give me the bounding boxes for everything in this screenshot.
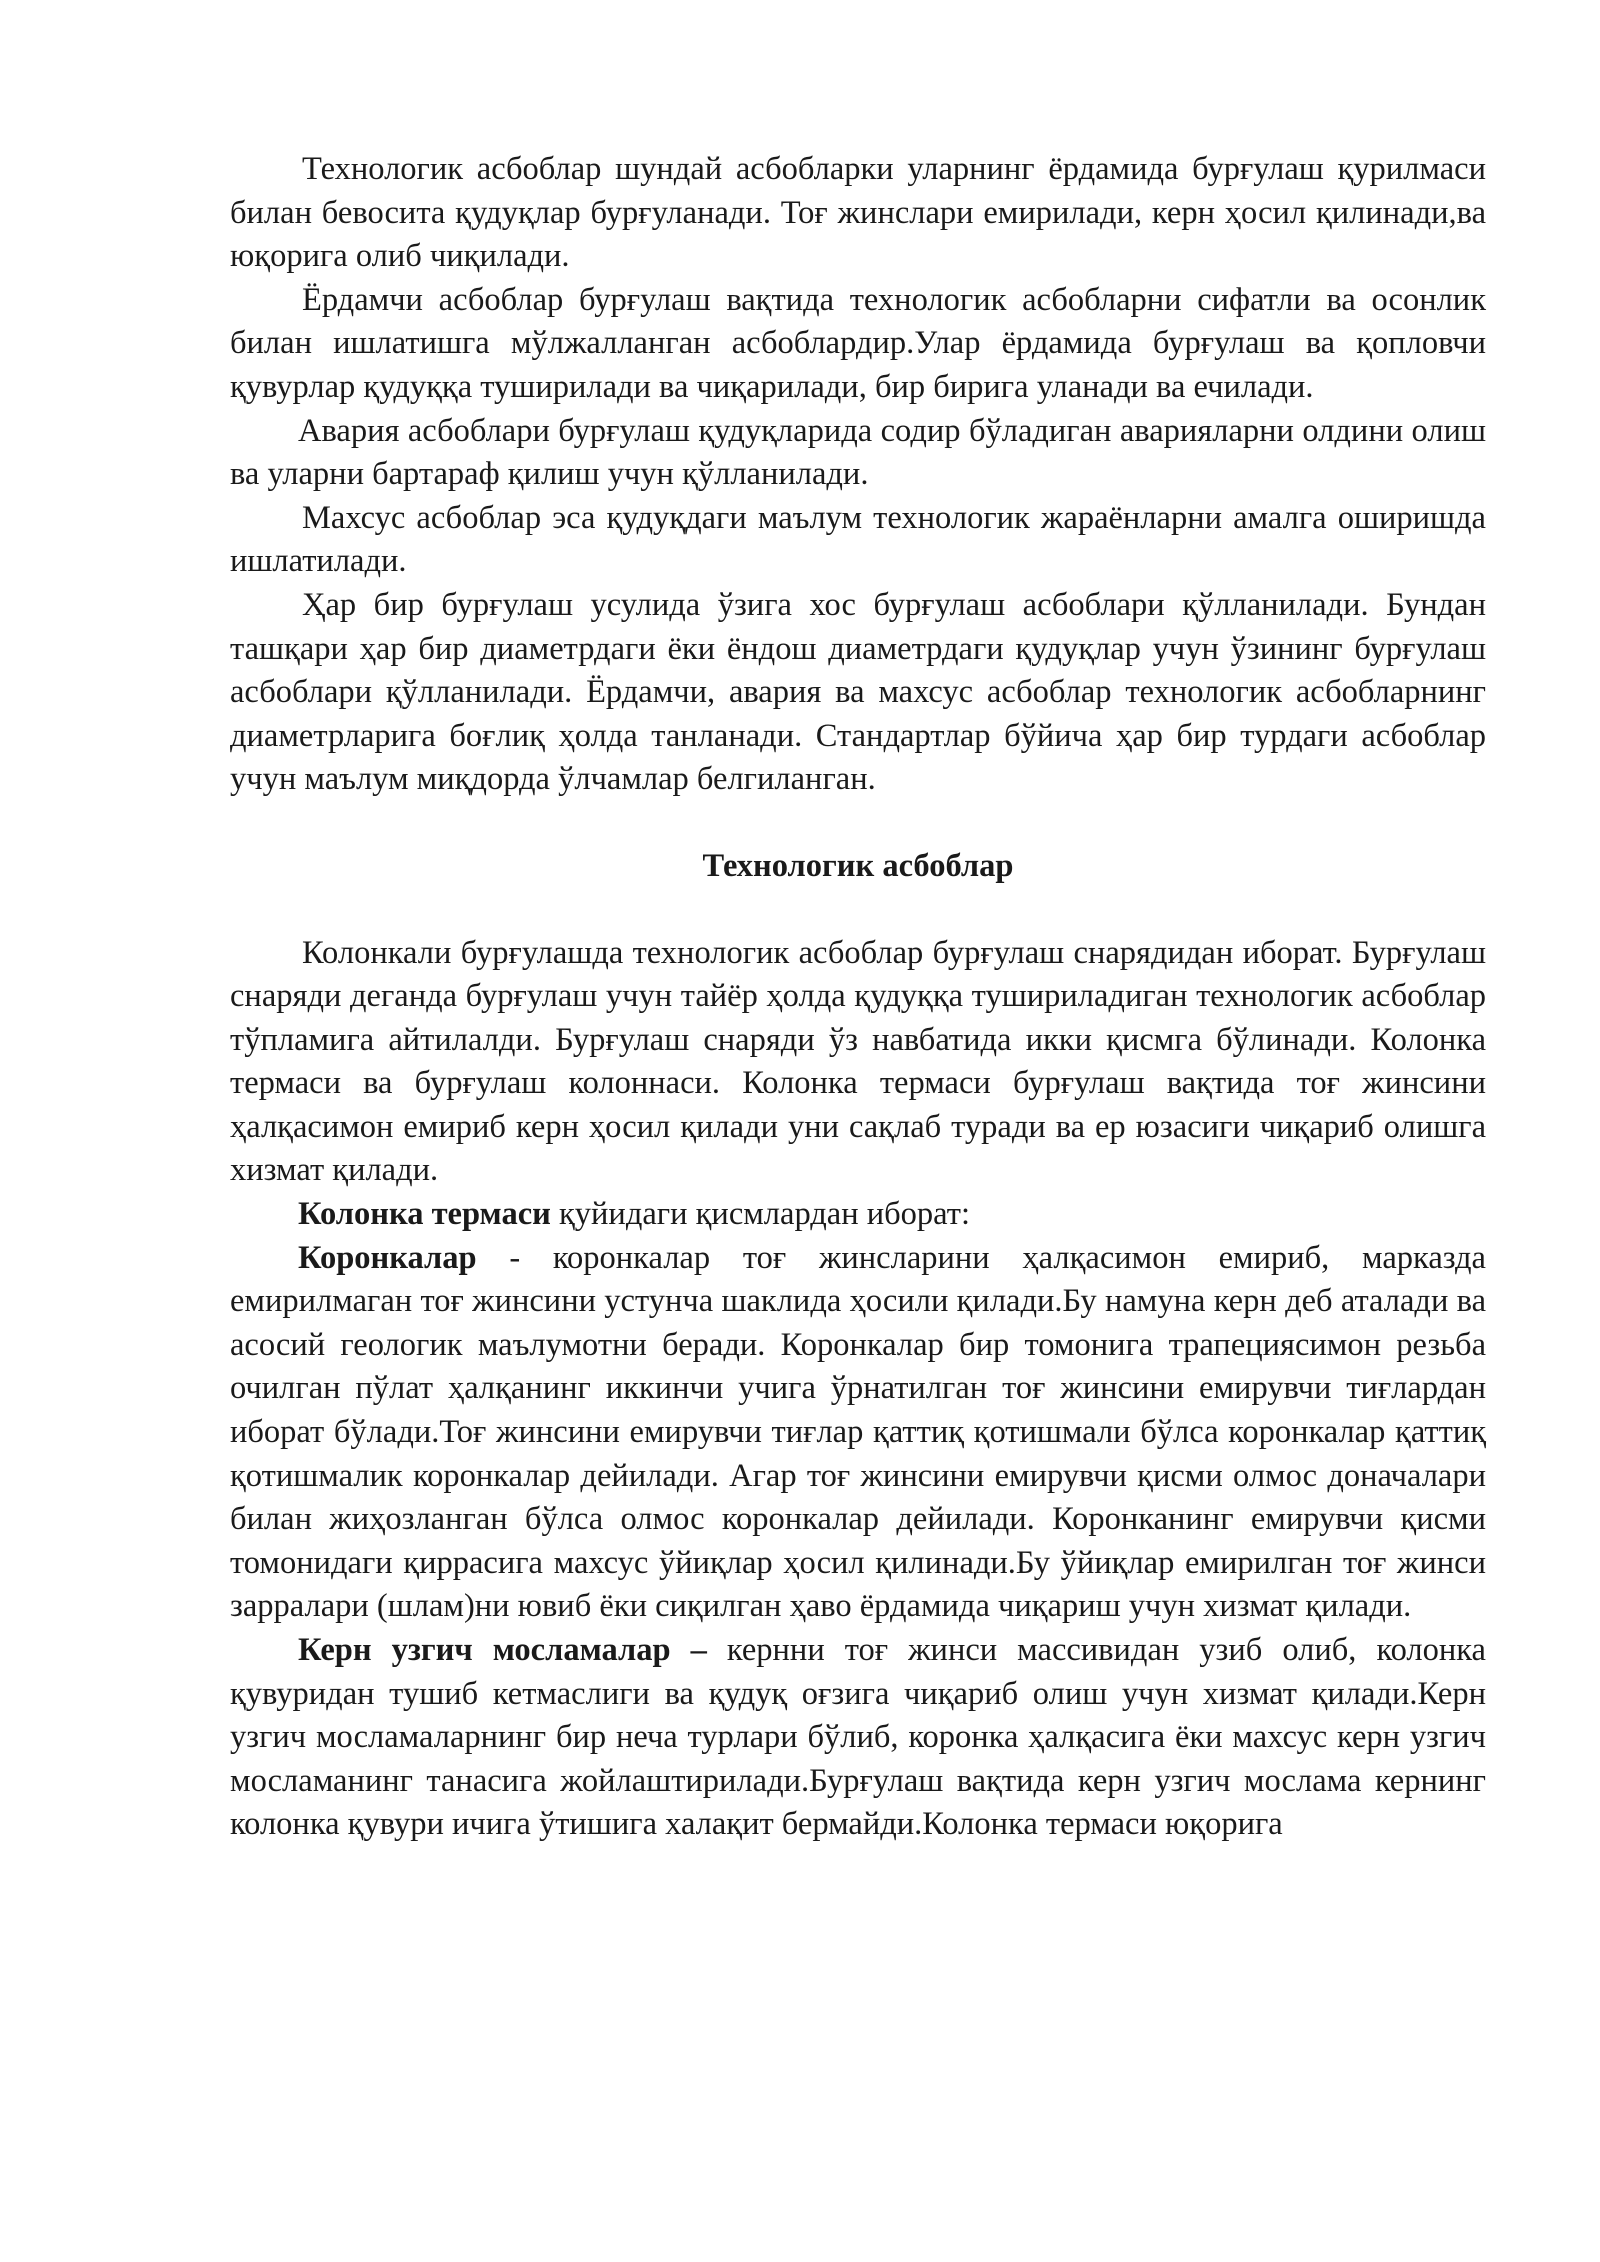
paragraph-auxiliary-tools: Ёрдамчи асбоблар бурғулаш вақтида технологик асбобларни сифатли ва осонлик билан ишлатишга мўлжалланган асбоблардир.Улар ёрдамида бурғулаш ва қопловчи қувурлар қудуққа туширилади ва чиқарилади, бир бирига уланади ва ечилади. xyxy=(230,281,1486,405)
paragraph-core-lifter xyxy=(230,1629,1486,1847)
paragraph-column-set xyxy=(230,1193,1486,1237)
text-core-lifter: кернни тоғ жинси массивидан узиб олиб, колонка қувуридан тушиб кетмаслиги ва қудуқ оғзига чиқариб олиш учун хизмат қилади.Керн узгич мосламаларнинг бир неча турлари бўлиб, коронка ҳалқасига ёки махсус керн узгич мосламанинг танасига жойлаштирилади.Бурғулаш вақтида керн узгич мослама кернинг колонка қувури ичига ўтишига халақит бермайди.Колонка термаси юқорига xyxy=(230,1632,1486,1843)
term-crowns: Коронкалар xyxy=(298,1239,477,1276)
paragraph-special-tools: Махсус асбоблар эса қудуқдаги маълум технологик жараёнларни амалга оширишда ишлатилади. xyxy=(230,499,1486,580)
paragraph-technological-tools: Технологик асбоблар шундай асбобларки уларнинг ёрдамида бурғулаш қурилмаси билан бевосита қудуқлар бурғуланади. Тоғ жинслари емирилади, керн ҳосил қилинади,ва юқорига олиб чиқилади. xyxy=(230,151,1486,275)
text-column-set: қуйидаги қисмлардан иборат: xyxy=(550,1196,970,1233)
text-crowns: - коронкалар тоғ жинсларини ҳалқасимон емириб, марказда емирилмаган тоғ жинсини устунча шаклида ҳосили қилади.Бу намуна керн деб аталади ва асосий геологик маълумотни беради. Коронкалар бир томонига трапециясимон резьба очилган пўлат ҳалқанинг иккинчи учига ўрнатилган тоғ жинсини емирувчи тиғлардан иборат бўлади.Тоғ жинсини емирувчи тиғлар қаттиқ қотишмали бўлса коронкалар қаттиқ қотишмалик коронкалар дейилади. Агар тоғ жинсини емирувчи қисми олмос доначалари билан жиҳозланган бўлса олмос коронкалар дейилади. Коронканинг емирувчи қисми томонидаги қиррасига махсус ўйиқлар ҳосил қилинади.Бу ўйиқлар емирилган тоғ жинси зарралари (шлам)ни ювиб ёки сиқилган ҳаво ёрдамида чиқариш учун хизмат қилади. xyxy=(230,1239,1486,1625)
paragraph-drilling-methods: Ҳар бир бурғулаш усулида ўзига хос бурғулаш асбоблари қўлланилади. Бундан ташқари ҳар бир диаметрдаги ёки ёндош диаметрдаги қудуқлар учун ўзининг бурғулаш асбоблари қўлланилади. Ёрдамчи, авария ва махсус асбоблар технологик асбобларнинг диаметрларига боғлиқ ҳолда танланади. Стандартлар бўйича ҳар бир турдаги асбоблар учун маълум миқдорда ўлчамлар белгиланган. xyxy=(230,586,1486,798)
section-heading: Технологик асбоблар xyxy=(702,847,1014,884)
term-core-lifter: Керн узгич мосламалар – xyxy=(298,1632,707,1668)
document-body xyxy=(230,148,1486,1847)
paragraph-column-drilling: Колонкали бурғулашда технологик асбоблар бурғулаш снарядидан иборат. Бурғулаш снаряди деганда бурғулаш учун тайёр ҳолда қудуққа тушириладиган технологик асбоблар тўпламига айтилалди. Бурғулаш снаряди ўз навбатида икки қисмга бўлинади. Колонка термаси ва бурғулаш колоннаси. Колонка термаси бурғулаш вақтида тоғ жинсини ҳалқасимон емириб керн ҳосил қилади уни сақлаб туради ва ер юзасиги чиқариб олишга хизмат қилади. xyxy=(230,934,1486,1189)
paragraph-emergency-tools: Авария асбоблари бурғулаш қудуқларида содир бўладиган аварияларни олдини олиш ва уларни бартараф қилиш учун қўлланилади. xyxy=(230,412,1486,493)
term-column-set: Колонка термаси xyxy=(298,1196,551,1233)
paragraph-crowns xyxy=(230,1237,1486,1629)
